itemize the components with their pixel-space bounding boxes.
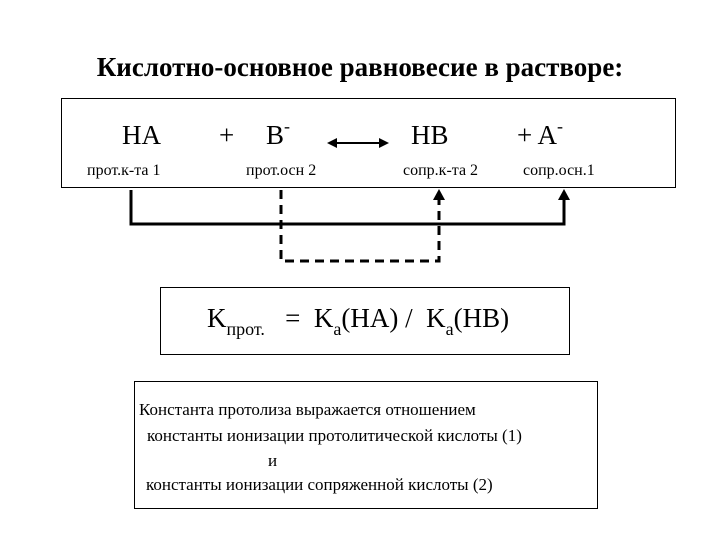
ka-hb-symbol: K (426, 303, 446, 333)
dashed-arrow-head (433, 189, 445, 200)
equilibrium-arrow-left-head (327, 138, 337, 148)
description-line-2: константы ионизации протолитической кислоты (1) (147, 426, 522, 445)
equals-sign: = (285, 303, 301, 333)
description-line-1: Константа протолиза выражается отношением (139, 400, 476, 419)
k-prot-symbol: K (207, 303, 227, 333)
ka-ha-argument: (HA) / (341, 303, 413, 333)
b-base: B (266, 120, 285, 150)
b-charge: - (284, 116, 291, 136)
a-base: + A (517, 120, 557, 150)
equilibrium-arrow-right-head (379, 138, 389, 148)
description-line-3: и (268, 451, 278, 470)
label-hb: сопр.к-та 2 (403, 162, 479, 179)
ka-hb-argument: (HB) (453, 303, 510, 333)
hb-term: HB (411, 120, 449, 150)
ka-ha-subscript: a (333, 319, 342, 339)
constant-formula (207, 303, 510, 339)
solid-connector (131, 190, 564, 224)
plus-sign: + (219, 120, 235, 150)
ka-ha-symbol: K (313, 303, 334, 333)
k-prot-subscript: прот. (226, 319, 265, 339)
a-charge: - (557, 116, 563, 136)
ha-term: HA (122, 120, 161, 150)
label-ha: прот.к-та 1 (87, 162, 161, 179)
label-b: прот.осн 2 (246, 162, 317, 179)
description-line-4: константы ионизации сопряженной кислоты (2) (146, 475, 493, 494)
ka-hb-subscript: a (445, 319, 454, 339)
solid-arrow-head (558, 189, 570, 200)
page-title: Кислотно-основное равновесие в растворе: (96, 52, 624, 82)
label-a: сопр.осн.1 (523, 162, 595, 179)
